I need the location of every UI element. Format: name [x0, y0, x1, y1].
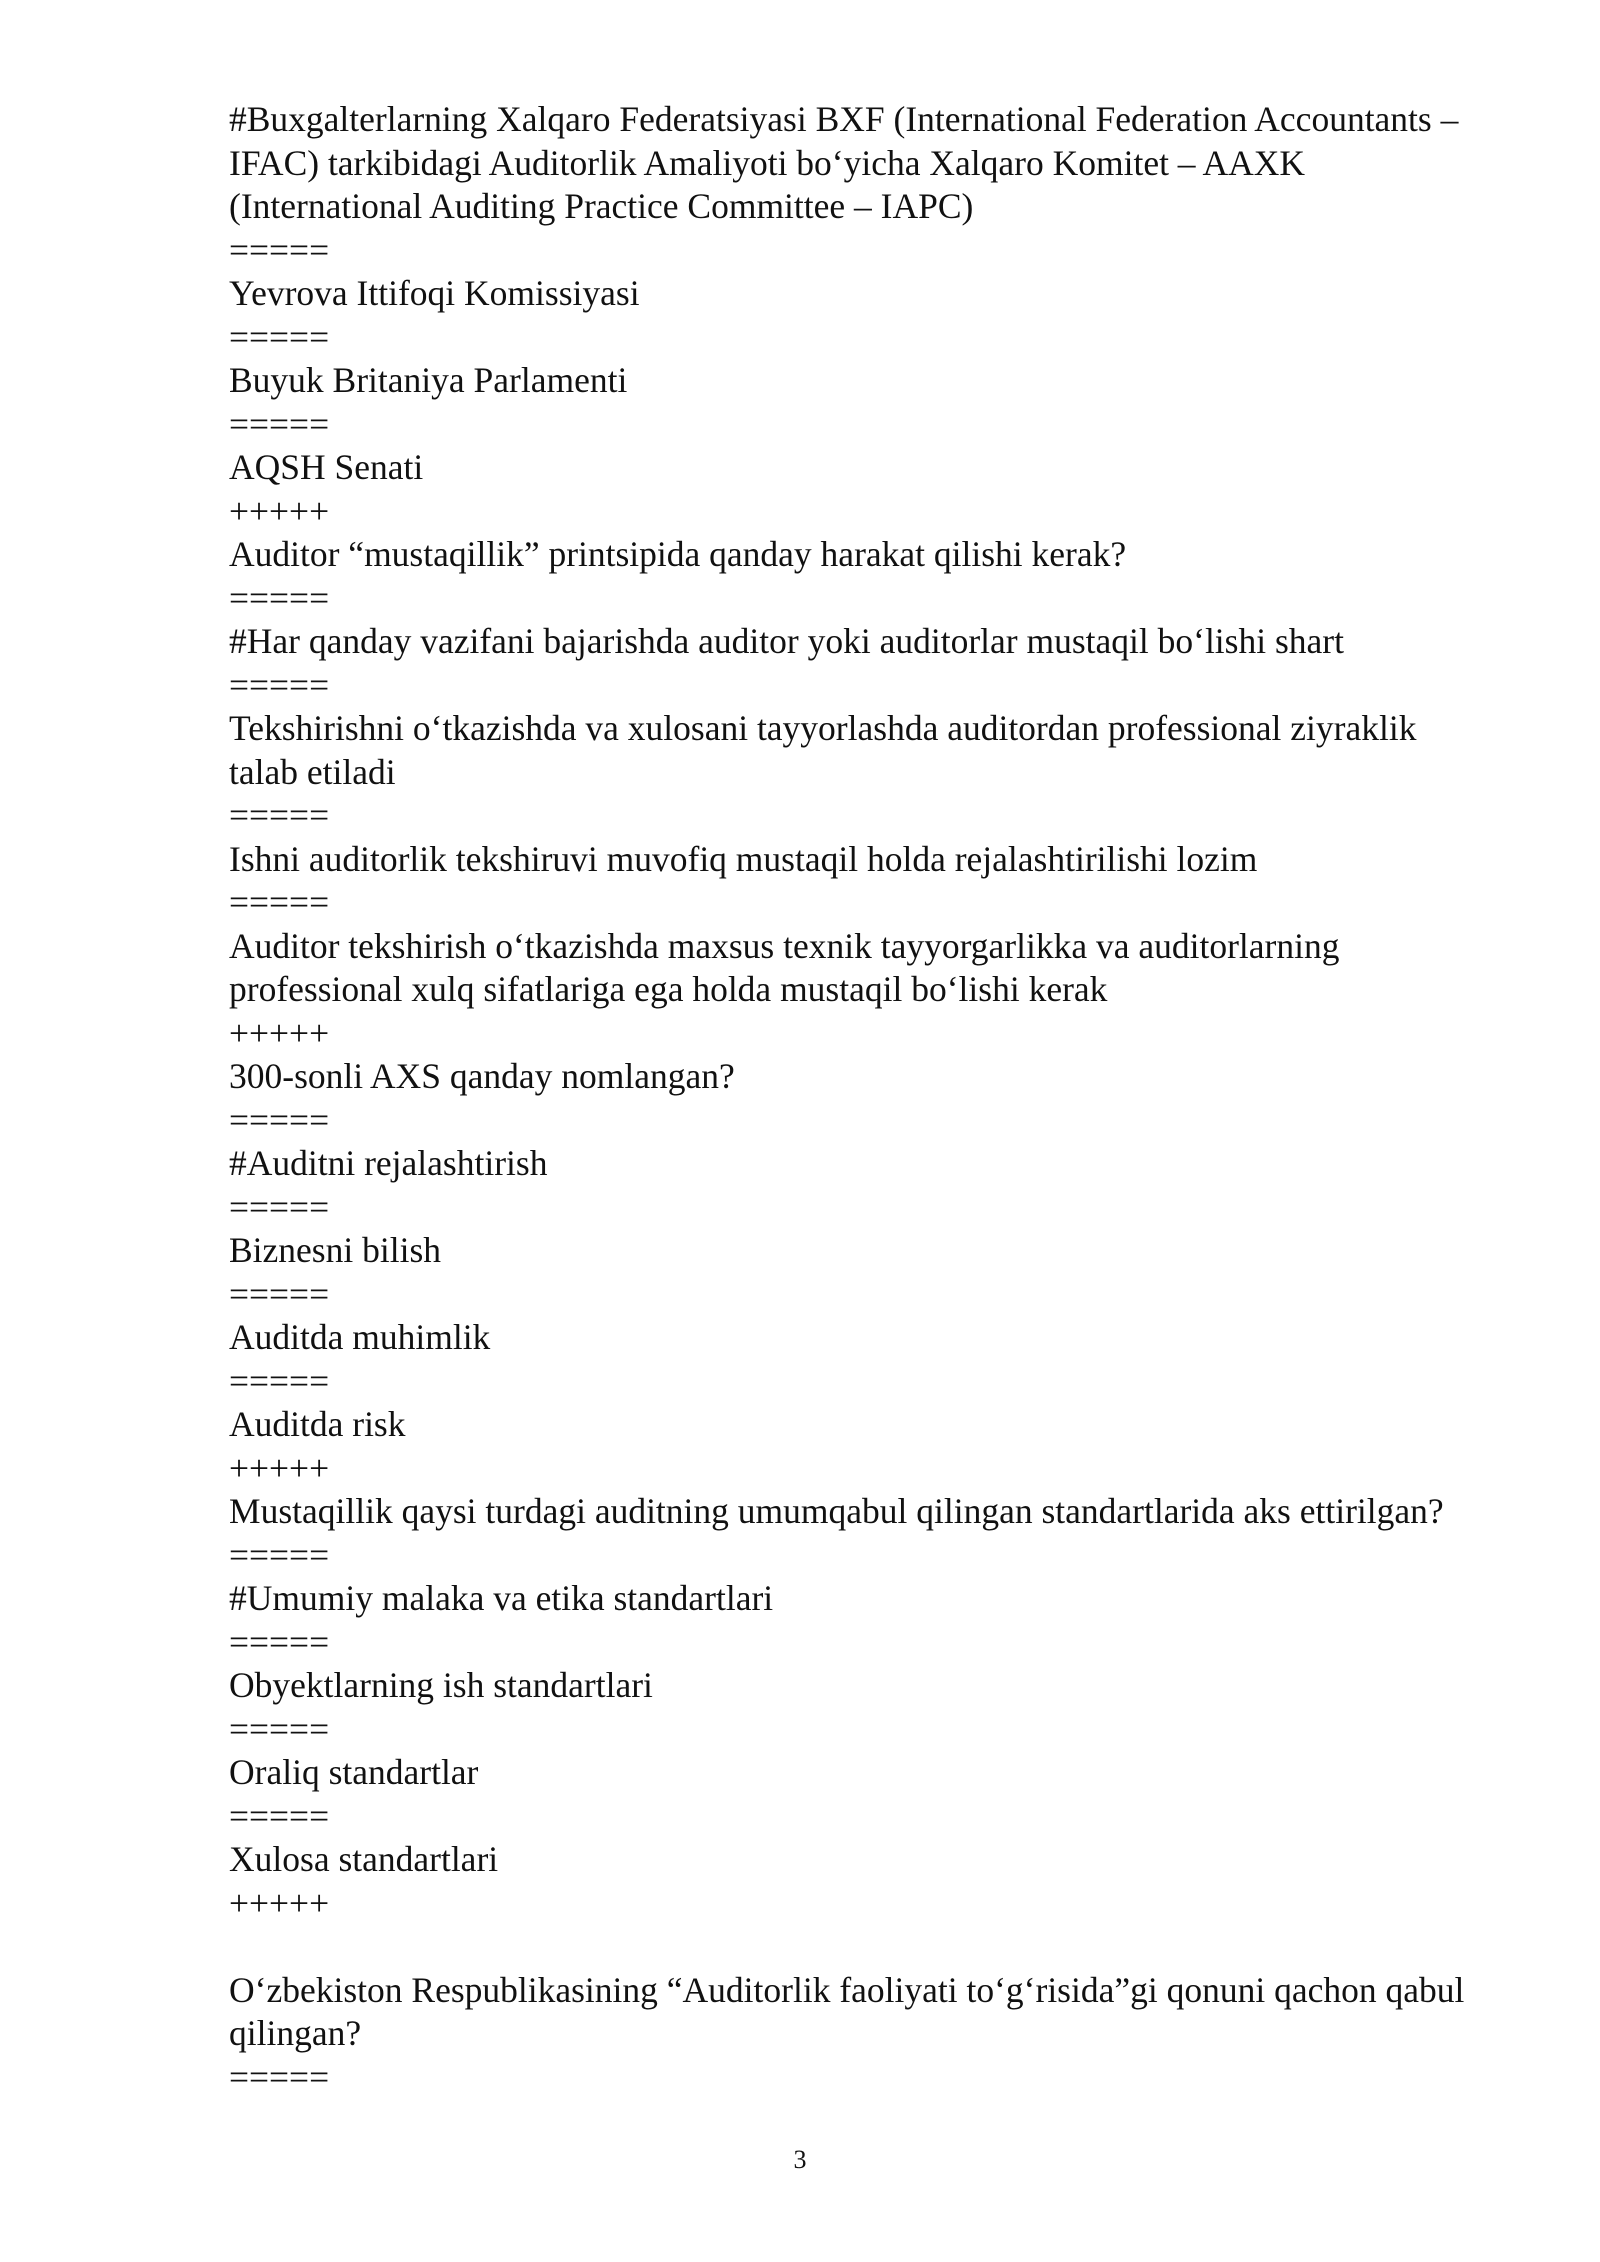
separator-line: =====	[229, 1621, 330, 1662]
text-line: Obyektlarning ish standartlari	[229, 1665, 653, 1705]
separator-line: =====	[229, 403, 330, 444]
separator-line: =====	[229, 577, 330, 618]
question-text: O‘zbekiston Respublikasining “Auditorlik faoliyati to‘g‘risida”gi qonuni qachon qabul qilingan?	[229, 1969, 1474, 2053]
separator-line: =====	[229, 1273, 330, 1314]
separator-line: =====	[229, 795, 330, 835]
text-line: Auditor tekshirish o‘tkazishda maxsus texnik tayyorgarlikka va auditorlarning professional xulq sifatlariga ega holda mustaqil bo‘lishi kerak	[229, 925, 1349, 1009]
question-text: Auditor “mustaqillik” printsipida qanday harakat qilishi kerak?	[229, 534, 1127, 574]
text-line: #Umumiy malaka va etika standartlari	[229, 1578, 774, 1618]
separator-line: =====	[229, 316, 330, 357]
text-line: Buyuk Britaniya Parlamenti	[229, 360, 628, 400]
separator-line: =====	[229, 1795, 330, 1836]
text-line: Auditda risk	[229, 1404, 406, 1444]
separator-line: =====	[229, 1360, 330, 1401]
text-line: Xulosa standartlari	[229, 1839, 499, 1879]
question-text: 300-sonli AXS qanday nomlangan?	[229, 1056, 735, 1096]
document-body	[229, 98, 1479, 2099]
separator-line: =====	[229, 2056, 330, 2097]
text-line: Biznesni bilish	[229, 1230, 442, 1270]
question-separator: +++++	[229, 490, 330, 531]
separator-line: =====	[229, 1099, 330, 1140]
text-line: Auditda muhimlik	[229, 1317, 491, 1357]
separator-line: =====	[229, 882, 330, 922]
separator-line: =====	[229, 229, 330, 270]
text-line: #Auditni rejalashtirish	[229, 1143, 548, 1183]
separator-line: =====	[229, 1708, 330, 1749]
separator-line: =====	[229, 1534, 330, 1575]
text-line: Yevrova Ittifoqi Komissiyasi	[229, 273, 640, 313]
blank-line	[229, 1925, 1479, 1969]
separator-line: =====	[229, 664, 330, 705]
text-line: Ishni auditorlik tekshiruvi muvofiq mustaqil holda rejalashtirilishi lozim	[229, 838, 1258, 879]
separator-line: =====	[229, 1186, 330, 1227]
text-line: Oraliq standartlar	[229, 1752, 479, 1792]
question-text: Mustaqillik qaysi turdagi auditning umumqabul qilingan standartlarida aks ettirilgan?	[229, 1491, 1444, 1531]
question-separator: +++++	[229, 1447, 330, 1488]
text-line: Tekshirishni o‘tkazishda va xulosani tayyorlashda auditordan professional ziyraklik talab etiladi	[229, 708, 1426, 792]
question-separator: +++++	[229, 1012, 330, 1053]
text-line: #Har qanday vazifani bajarishda auditor yoki auditorlar mustaqil bo‘lishi shart	[229, 621, 1344, 661]
text-line: AQSH Senati	[229, 447, 424, 487]
question-separator: +++++	[229, 1882, 330, 1923]
text-line: #Buxgalterlarning Xalqaro Federatsiyasi BXF (International Federation Accountants – IFAC) tarkibidagi Auditorlik Amaliyoti bo‘yicha Xalqaro Komitet – AAXK (International Auditing Practice Committee – IAPC)	[229, 99, 1468, 226]
page-number: 3	[793, 2145, 807, 2174]
